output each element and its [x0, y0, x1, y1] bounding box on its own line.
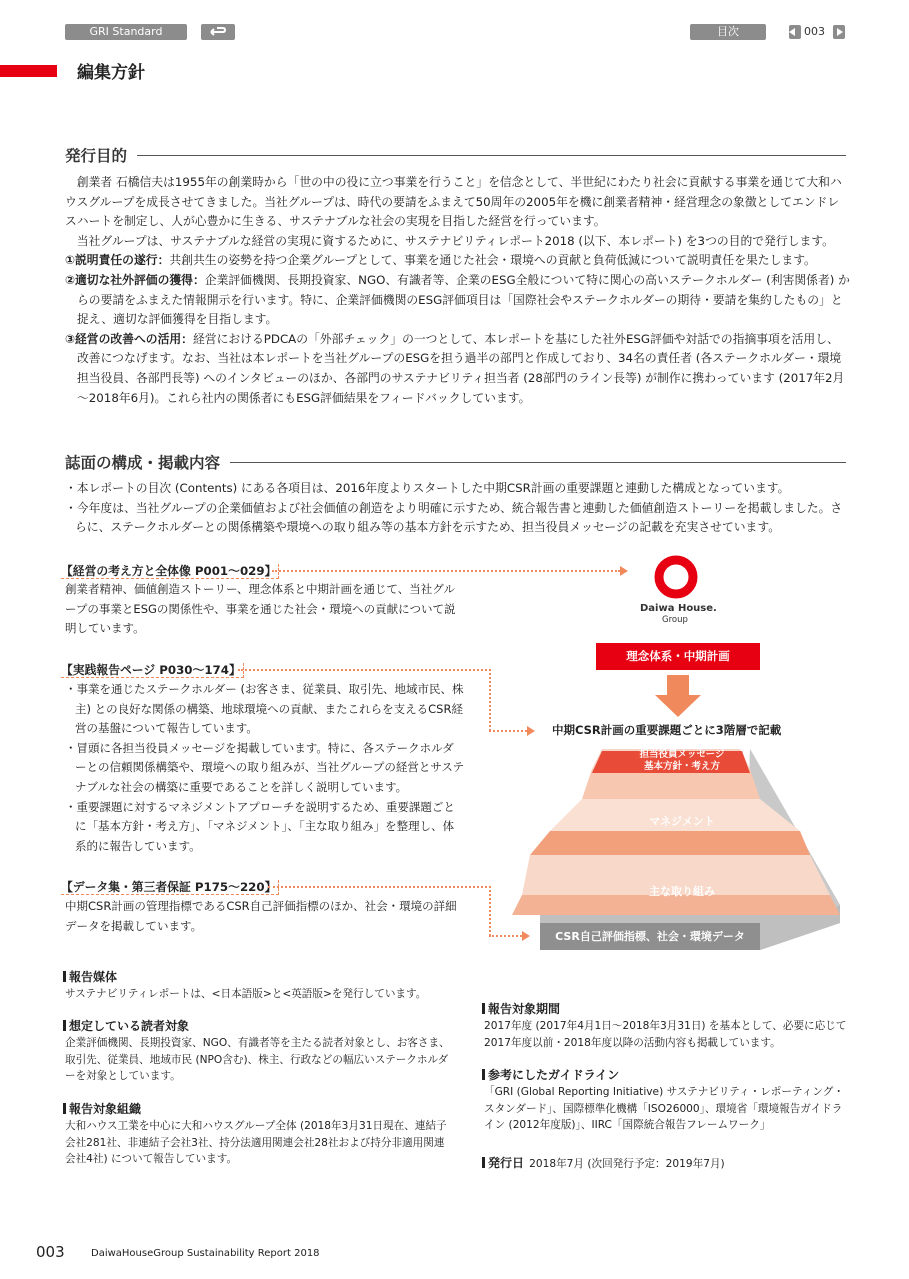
connector-line-2b	[489, 669, 491, 731]
concept-label-box: 理念体系・中期計画	[596, 643, 760, 670]
info-period-title: 報告対象期間	[482, 1000, 560, 1017]
structure-bullet-2: ・今年度は、当社グループの企業価値および社会価値の創造をより明確に示すため、統合報告書と連動した価値創造ストーリーを掲載しました。さらに、ステークホルダーとの関係構築や環境への取り組み等の基本方針を示すため、担当役員メッセージの記載を充実させています。	[65, 500, 843, 535]
connector-line-1	[272, 570, 620, 572]
connector-line-2a	[238, 669, 491, 671]
block-data-text: 中期CSR計画の管理指標であるCSR自己評価指標のほか、社会・環境の詳細データを掲載しています。	[65, 899, 457, 933]
purpose-item-1: ①説明責任の遂行：共創共生の姿勢を持つ企業グループとして、事業を通じた社会・環境への貢献と負荷低減について説明責任を果たします。	[65, 253, 816, 268]
purpose-item-3: ③経営の改善への活用：経営におけるPDCAの「外部チェック」の一つとして、本レポートを基にした社外ESG評価や対話での指摘事項を活用し、改善につなげます。なお、当社は本レポートを当社グループのESGを担う過半の部門と作成しており、34名の責任者 (各ステークホルダー・環境担当役員、各部門長等) へのインタビューのほか、各部門のサステナビリティ担当者 (28部門のライン長等) が制作に携わっています (2017年2月～2018年6月)。これら社内の関係者にもESG評価結果をフィードバックしています。	[65, 331, 845, 405]
title-accent-bar	[0, 65, 57, 77]
pyramid-diagram	[510, 745, 850, 955]
info-issue-date: 発行日 2018年7月 (次回発行予定：2019年7月)	[482, 1152, 725, 1171]
purpose-item-2: ②適切な社外評価の獲得：企業評価機関、長期投資家、NGO、有識者等、企業のESG全般について特に関心の高いステークホルダー (利害関係者) からの要請をふまえた情報開示を行います。特に、企業評価機関のESG評価項目は「国際社会やステークホルダーの期待・要請を集約したもの」と捉え、適切な評価獲得を目指します。	[65, 272, 850, 327]
block-management-heading: 【経営の考え方と全体像 P001～029】	[61, 562, 279, 579]
pyramid-tier2-label: マネジメント	[649, 815, 715, 828]
return-arrow-icon	[208, 26, 228, 38]
footer-report-title: DaiwaHouseGroup Sustainability Report 2018	[91, 1248, 320, 1259]
info-guidelines-title: 参考にしたガイドライン	[482, 1066, 619, 1083]
block-practice-heading: 【実践報告ページ P030～174】	[61, 661, 244, 678]
purpose-paragraph-2: 当社グループは、サステナブルな経営の実現に資するために、サステナビリティレポート2018 (以下、本レポート) を3つの目的で発行します。	[65, 233, 834, 248]
block-management-text: 創業者精神、価値創造ストーリー、理念体系と中期計画を通じて、当社グループの事業とESGの関係性や、事業を通じた社会・環境への貢献について説明しています。	[65, 582, 456, 636]
info-organization-title: 報告対象組織	[63, 1100, 141, 1117]
connector-arrow-1	[620, 566, 628, 576]
pyramid-tier1-label: 担当役員メッセージ 基本方針・考え方	[639, 749, 725, 772]
block-practice-text: ・事業を通じたステークホルダー (お客さま、従業員、取引先、地域市民、株主) との良好な関係の構築、地球環境への貢献、またこれらを支えるCSR経営の基盤について報告しています。 ・冒頭に各担当役員メッセージを掲載しています。特に、各ステークホルダーとの信頼関係構築や、環境への取り組みが、当社グループの経営とサステナブルな社会の構築に重要であることを詳しく説明しています。 ・重要課題に対するマネジメントアプローチを説明するため、重要課題ごとに「基本方針・考え方」、「マネジメント」、「主な取り組み」を整理し、体系的に報告しています。	[65, 682, 465, 853]
info-guidelines-text: 「GRI (Global Reporting Initiative) サステナビリティ・レポーティング・スタンダード」、国際標準化機構「ISO26000」、環境省「環境報告ガイドライン (2012年度版)」、IIRC「国際統合報告フレームワーク」	[484, 1086, 844, 1132]
purpose-paragraph-1: 創業者 石橋信夫は1955年の創業時から「世の中の役に立つ事業を行うこと」を信念として、半世紀にわたり社会に貢献する事業を通じて大和ハウスグループを成長させてきました。当社グループは、時代の要請をふまえて50周年の2005年を機に創業者精神・経営理念の象徴としてエンドレスハートを制定し、人が心豊かに生きる、サステナブルな社会の実現を目指した経営を行っています。	[65, 175, 842, 229]
connector-arrow-2	[527, 726, 535, 736]
diagram-caption: 中期CSR計画の重要課題ごとに3階層で記載	[552, 723, 782, 737]
section-purpose-heading: 発行目的	[65, 144, 846, 168]
footer-page-number: 003	[36, 1243, 65, 1261]
pyramid-tier3-label: 主な取り組み	[649, 885, 715, 898]
info-organization-text: 大和ハウス工業を中心に大和ハウスグループ全体 (2018年3月31日現在、連結子会社281社、非連結子会社3社、持分法適用関連会社28社および持分非適用関連会社4社) について報告しています。	[65, 1120, 447, 1166]
info-media-title: 報告媒体	[63, 968, 117, 985]
info-media-text: サステナビリティレポートは、<日本語版>と<英語版>を発行しています。	[65, 988, 427, 1000]
daiwa-house-logo: Daiwa House. Group	[636, 555, 716, 635]
info-readers-title: 想定している読者対象	[63, 1017, 189, 1034]
back-button[interactable]	[201, 24, 235, 40]
gri-standard-button[interactable]: GRI Standard	[65, 24, 187, 40]
purpose-text	[65, 173, 850, 408]
section-structure-heading: 誌面の構成・掲載内容	[65, 451, 846, 475]
endless-heart-icon	[636, 555, 716, 601]
info-period-text: 2017年度 (2017年4月1日～2018年3月31日) を基本として、必要に応じて2017年度以前・2018年度以降の活動内容も掲載しています。	[484, 1020, 847, 1049]
connector-line-3a	[268, 886, 491, 888]
info-readers-text: 企業評価機関、長期投資家、NGO、有識者等を主たる読者対象とし、お客さま、取引先、従業員、地域市民 (NPO含む)、株主、行政などの幅広いステークホルダーを対象としています。	[65, 1037, 450, 1083]
next-page-button[interactable]	[833, 25, 845, 39]
down-arrow-icon	[655, 675, 701, 717]
connector-line-2c	[489, 730, 527, 732]
toc-button[interactable]: 目次	[690, 24, 766, 40]
pyramid-base-label: CSR自己評価指標、社会・環境データ	[555, 930, 745, 943]
header-page-number: 003	[804, 25, 825, 38]
page-title: 編集方針	[77, 63, 145, 83]
connector-line-3b	[489, 886, 491, 936]
prev-page-button[interactable]	[789, 25, 801, 39]
structure-text	[65, 479, 850, 538]
structure-bullet-1: ・本レポートの目次 (Contents) にある各項目は、2016年度よりスタートした中期CSR計画の重要課題と連動した構成となっています。	[65, 481, 790, 495]
block-data-heading: 【データ集・第三者保証 P175～220】	[61, 878, 279, 895]
